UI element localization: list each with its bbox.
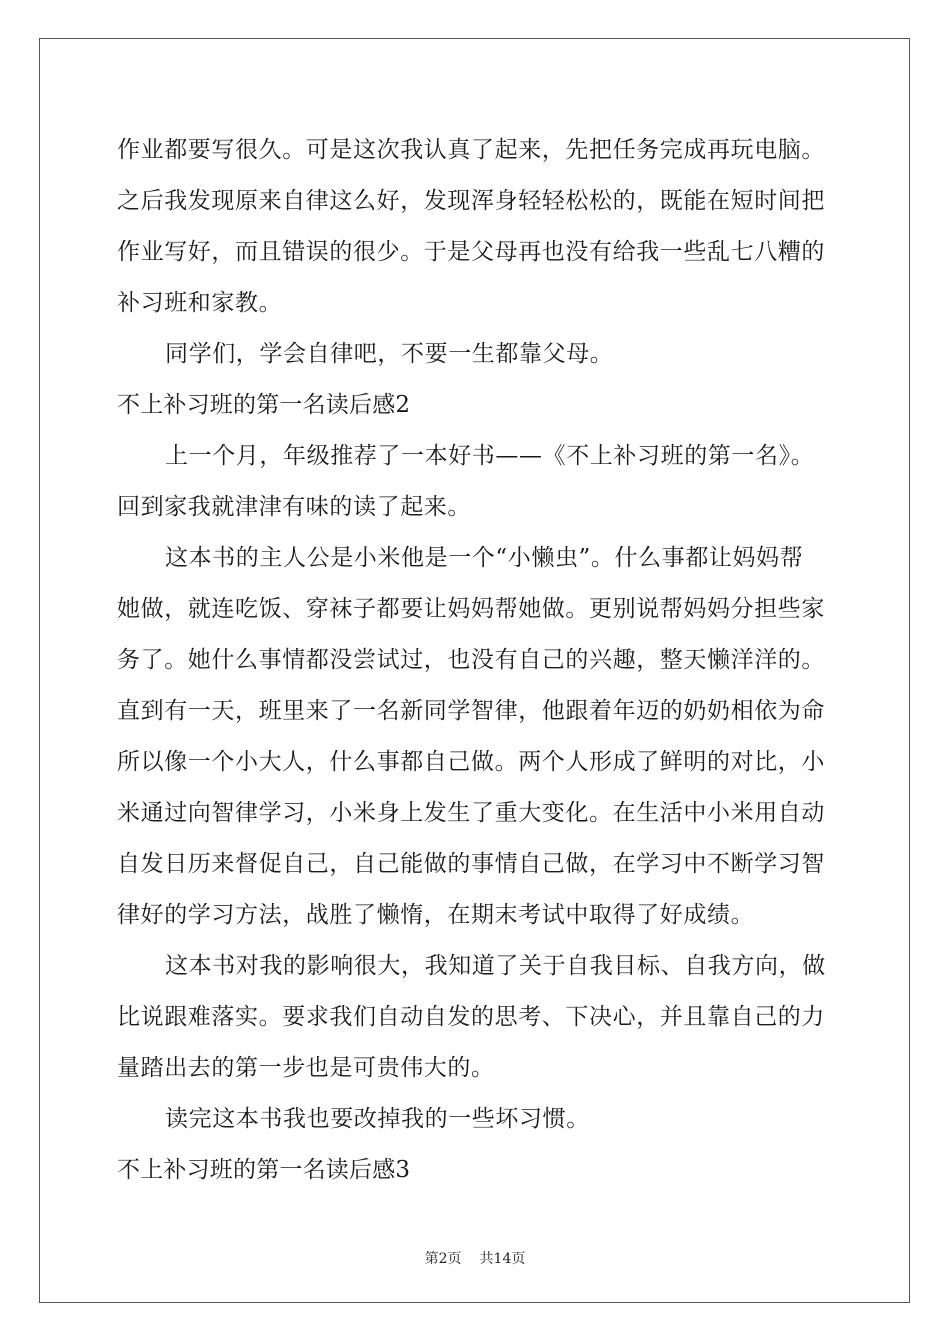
paragraph-line: 之后我发现原来自律这么好，发现浑身轻轻松松的，既能在短时间把 bbox=[117, 188, 825, 214]
paragraph-line: 这本书对我的影响很大，我知道了关于自我目标、自我方向，做 bbox=[165, 953, 826, 979]
paragraph-line: 作业都要写很久。可是这次我认真了起来，先把任务完成再玩电脑。 bbox=[117, 137, 825, 163]
section-heading: 不上补习班的第一名读后感2 bbox=[117, 392, 411, 418]
paragraph-line: 直到有一天，班里来了一名新同学智律，他跟着年迈的奶奶相依为命 bbox=[117, 698, 825, 724]
section-heading: 不上补习班的第一名读后感3 bbox=[117, 1157, 411, 1183]
paragraph-line: 律好的学习方法，战胜了懒惰，在期末考试中取得了好成绩。 bbox=[117, 902, 755, 928]
page-total: 共14页 bbox=[479, 1251, 526, 1267]
page-number: 第2页 bbox=[424, 1251, 462, 1267]
paragraph-line: 比说跟难落实。要求我们自动自发的思考、下决心，并且靠自己的力 bbox=[117, 1004, 825, 1030]
paragraph-line: 量踏出去的第一步也是可贵伟大的。 bbox=[117, 1055, 495, 1081]
paragraph-line: 米通过向智律学习，小米身上发生了重大变化。在生活中小米用自动 bbox=[117, 800, 825, 826]
paragraph-line: 所以像一个小大人，什么事都自己做。两个人形成了鲜明的对比，小 bbox=[117, 749, 825, 775]
paragraph-line: 作业写好，而且错误的很少。于是父母再也没有给我一些乱七八糟的 bbox=[117, 239, 825, 265]
paragraph-line: 同学们，学会自律吧，不要一生都靠父母。 bbox=[165, 341, 614, 367]
document-body bbox=[117, 130, 837, 1201]
paragraph-line: 自发日历来督促自己，自己能做的事情自己做，在学习中不断学习智 bbox=[117, 851, 825, 877]
paragraph-line: 读完这本书我也要改掉我的一些坏习惯。 bbox=[165, 1106, 590, 1132]
paragraph-line: 补习班和家教。 bbox=[117, 290, 283, 316]
paragraph-line: 她做，就连吃饭、穿袜子都要让妈妈帮她做。更别说帮妈妈分担些家 bbox=[117, 596, 825, 622]
paragraph-line: 上一个月，年级推荐了一本好书——《不上补习班的第一名》。 bbox=[165, 443, 815, 469]
paragraph-line: 务了。她什么事情都没尝试过，也没有自己的兴趣，整天懒洋洋的。 bbox=[117, 647, 825, 673]
paragraph-line: 回到家我就津津有味的读了起来。 bbox=[117, 494, 471, 520]
paragraph-line: 这本书的主人公是小米他是一个“小懒虫”。什么事都让妈妈帮 bbox=[165, 545, 804, 571]
page-footer bbox=[0, 1248, 950, 1268]
